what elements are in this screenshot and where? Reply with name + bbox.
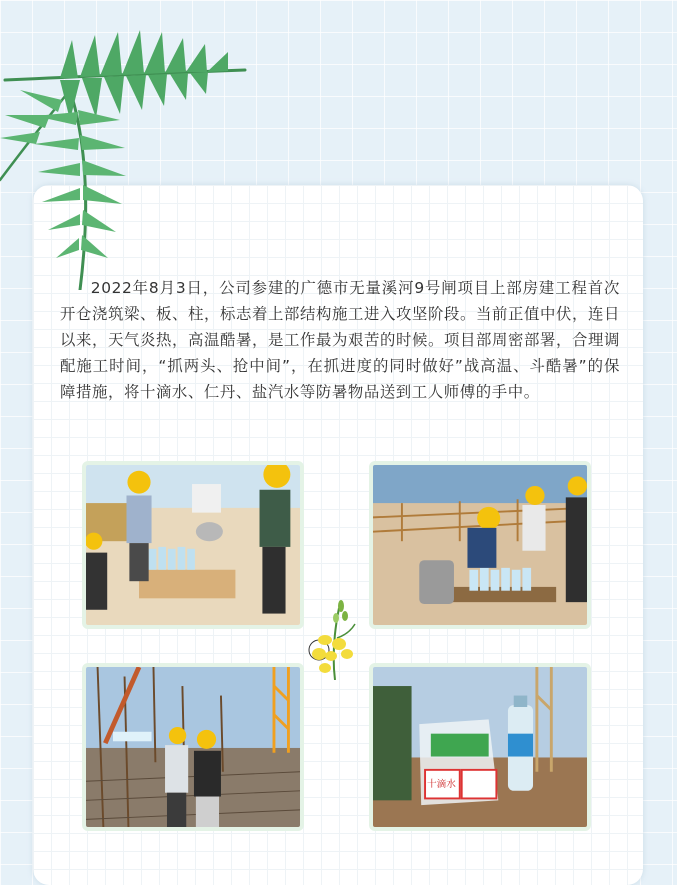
photo-rebar-site bbox=[82, 663, 304, 831]
medicine-box-label: 十滴水 bbox=[426, 779, 456, 790]
flower-decoration bbox=[305, 598, 365, 680]
article-paragraph: 2022年8月3日，公司参建的广德市无量溪河9号闸项目上部房建工程首次开仓浇筑梁、板、柱，标志着上部结构施工进入攻坚阶段。当前正值中伏，连日以来，天气炎热，高温酷暑，是工作最为艰苦的时候。项目部周密部署，合理调配施工时间，“抓两头、抢中间”，在抓进度的同时做好”战高温、斗酷暑”的保障措施，将十滴水、仁丹、盐汽水等防暑物品送到工人师傅的手中。 bbox=[60, 279, 620, 401]
photo-medicine-supplies bbox=[369, 663, 591, 831]
photo-workers-table bbox=[82, 461, 304, 629]
photo-workers-water bbox=[369, 461, 591, 629]
palm-leaf-decoration bbox=[0, 20, 260, 290]
